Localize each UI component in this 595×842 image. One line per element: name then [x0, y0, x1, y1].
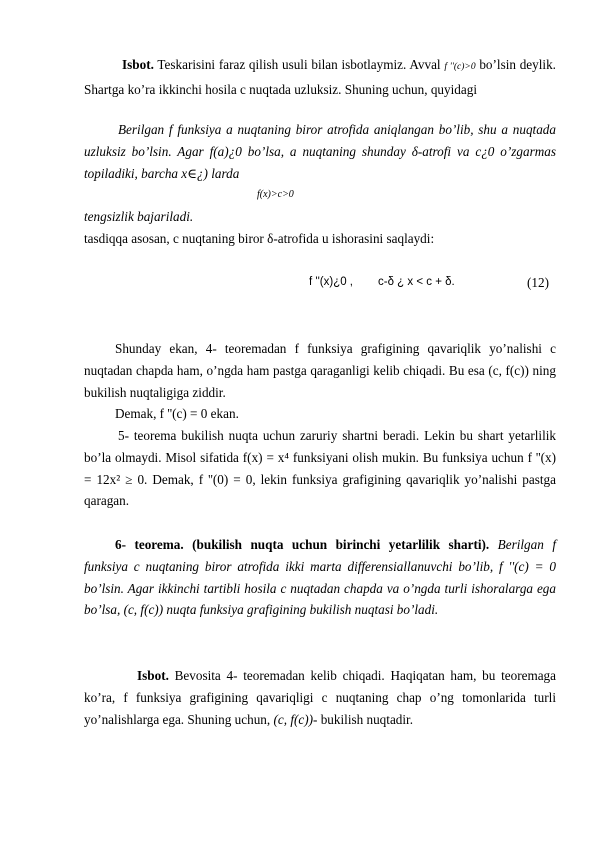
proof-2-end: - bukilish nuqtadir. — [313, 711, 414, 727]
inflection-point: (c, f(c)) — [273, 711, 314, 727]
lemma-paragraph — [84, 119, 556, 184]
proof-lead-2: Isbot. — [137, 668, 169, 683]
theorem-5-text: 5- teorema bukilish nuqta uchun zaruriy shartni beradi. Lekin bu shart yetarlilik bo’la olmaydi. Misol sifatida f(x) = x⁴ funksiyani olish mukin. Bu funksiya uchun f ''(x) = 12x² ≥ 0. Demak, f ''(0) = 0, lekin funksiya grafigining qavariqlik yo’nalishi pastga qaragan. — [84, 428, 556, 509]
proof-lead: Isbot. — [122, 57, 154, 72]
proof-2-text: Bevosita 4- teoremadan kelib chiqadi. Haqiqatan ham, bu teoremaga ko’ra, f funksiya grafigining qavariqligi c nuqtaning chap o’ng tomonlarida turli yo’nalishlarga ega. Shuning uchun, — [84, 668, 556, 727]
proof-text-continued: bo’lsin deylik. Shartga ko’ra ikkinchi hosila c nuqtada uzluksiz. Shuning uchun, quyidagi — [84, 57, 556, 97]
consequence-text: Shunday ekan, 4- teoremadan f funksiya grafigining qavariqlik yo’nalishi c nuqtadan chapda ham, o’ngda ham pastga qaraganligi kelib chiqadi. Bu esa (c, f(c)) ning bukilish nuqtaligiga ziddir. — [84, 341, 556, 400]
demak-text: Demak, f ''(c) = 0 ekan. — [115, 406, 239, 421]
equation-12-rhs: c-δ ¿ x < c + δ. — [378, 276, 455, 288]
second-derivative-formula: f ''(c)>0 — [444, 62, 476, 72]
demak-paragraph — [84, 403, 556, 425]
assertion-paragraph — [84, 228, 556, 250]
proof-paragraph-2 — [84, 665, 556, 730]
lemma-text: Berilgan f funksiya a nuqtaning biror atrofida aniqlangan bo’lib, shu a nuqtada uzluksiz bo’lsin. Agar f(a)¿0 bo’lsa, a nuqtaning shunday δ-atrofi va c¿0 o’zgarmas topiladiki, barcha x∈¿) larda — [84, 122, 556, 181]
proof-text: Teskarisini faraz qilish usuli bilan isbotlaymiz. Avval — [153, 57, 445, 72]
equation-12-lhs: f ''(x)¿0 , — [309, 276, 354, 288]
lemma-conclusion — [84, 206, 556, 228]
assertion-text: tasdiqqa asosan, c nuqtaning biror δ-atrofida u ishorasini saqlaydi: — [84, 231, 435, 246]
centered-inequality: f(x)>c>0 — [257, 189, 294, 200]
consequence-paragraph — [84, 338, 556, 403]
theorem-6-paragraph — [84, 534, 556, 621]
theorem-6-statement: Berilgan f funksiya c nuqtaning biror atrofida ikki marta differensiallanuvchi bo’lib, f ''(c) = 0 bo’lsin. Agar ikkinchi tartibli hosila c nuqtadan chapda va o’ngda turli ishoralarga ega bo’lsa, (c, f(c)) nuqta funksiya grafigining bukilish nuqtasi bo’ladi. — [84, 537, 556, 618]
equation-number: (12) — [527, 275, 549, 290]
lemma-conclusion-text: tengsizlik bajariladi. — [84, 209, 194, 224]
theorem-5-remark — [84, 425, 556, 512]
theorem-6-heading: 6- teorema. (bukilish nuqta uchun birinchi yetarlilik sharti). — [115, 537, 490, 552]
proof-paragraph-1 — [84, 54, 556, 101]
